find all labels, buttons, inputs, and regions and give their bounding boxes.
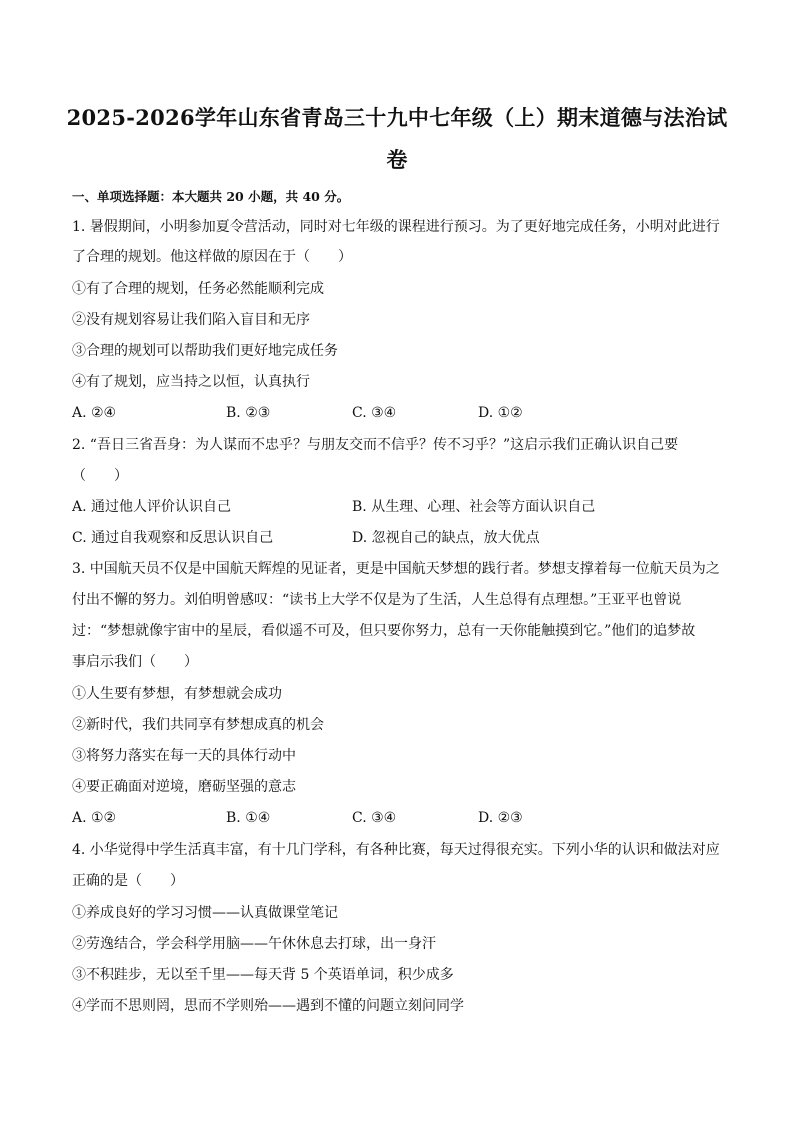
q1-item-1: ①有了合理的规划，任务必然能顺利完成 bbox=[72, 281, 324, 297]
q1-option-c: C. ③④ bbox=[352, 405, 397, 421]
q4-item-3: ③不积跬步，无以至千里——每天背 5 个英语单词，积少成多 bbox=[72, 967, 454, 983]
q1-item-4: ④有了规划，应当持之以恒，认真执行 bbox=[72, 374, 310, 390]
q3-stem-line-3: 过：“梦想就像宇宙中的星辰，看似遥不可及，但只要你努力，总有一天你能触摸到它。”他们的追梦故 bbox=[72, 623, 696, 639]
q1-stem-line-2: 了合理的规划。他这样做的原因在于（ ） bbox=[72, 249, 352, 265]
section-heading: 一、单项选择题：本大题共 20 小题，共 40 分。 bbox=[72, 189, 350, 204]
q1-option-a: A. ②④ bbox=[72, 405, 117, 421]
q4-item-2: ②劳逸结合，学会科学用脑——午休休息去打球，出一身汗 bbox=[72, 936, 436, 952]
q2-option-a: A. 通过他人评价认识自己 bbox=[72, 499, 232, 515]
q4-stem-line-1: 4. 小华觉得中学生活真丰富，有十几门学科，有各种比赛，每天过得很充实。下列小华的认识和做法对应 bbox=[72, 842, 720, 858]
q2-stem-line-1: 2. “吾日三省吾身：为人谋而不忠乎？与朋友交而不信乎？传不习乎？”这启示我们正确认识自己要 bbox=[72, 437, 679, 453]
q3-stem-line-4: 事启示我们（ ） bbox=[72, 654, 198, 670]
q2-stem-line-2: （ ） bbox=[72, 468, 128, 484]
q1-item-3: ③合理的规划可以帮助我们更好地完成任务 bbox=[72, 343, 338, 359]
q3-stem-line-1: 3. 中国航天员不仅是中国航天辉煌的见证者，更是中国航天梦想的践行者。梦想支撑着每一位航天员为之 bbox=[72, 561, 720, 577]
q1-item-2: ②没有规划容易让我们陷入盲目和无序 bbox=[72, 312, 310, 328]
q1-option-d: D. ①② bbox=[478, 405, 523, 421]
q3-item-3: ③将努力落实在每一天的具体行动中 bbox=[72, 748, 296, 764]
q2-option-c: C. 通过自我观察和反思认识自己 bbox=[72, 530, 274, 546]
q4-item-1: ①养成良好的学习习惯——认真做课堂笔记 bbox=[72, 905, 338, 921]
exam-title-line-1: 2025-2026学年山东省青岛三十九中七年级（上）期末道德与法治试 bbox=[66, 105, 728, 130]
q3-option-a: A. ①② bbox=[72, 810, 117, 826]
q2-option-d: D. 忽视自己的缺点，放大优点 bbox=[352, 530, 540, 546]
q1-stem-line-1: 1. 暑假期间，小明参加夏令营活动，同时对七年级的课程进行预习。为了更好地完成任务，小明对此进行 bbox=[72, 219, 720, 235]
q3-option-d: D. ②③ bbox=[478, 810, 523, 826]
q3-stem-line-2: 付出不懈的努力。刘伯明曾感叹：“读书上大学不仅是为了生活，人生总得有点理想。”王亚平也曾说 bbox=[72, 592, 682, 608]
q4-stem-line-2: 正确的是（ ） bbox=[72, 873, 184, 889]
q3-option-c: C. ③④ bbox=[352, 810, 397, 826]
q3-option-b: B. ①④ bbox=[226, 810, 271, 826]
q3-item-4: ④要正确面对逆境，磨砺坚强的意志 bbox=[72, 779, 296, 795]
q3-item-1: ①人生要有梦想，有梦想就会成功 bbox=[72, 686, 282, 702]
exam-title-line-2: 卷 bbox=[386, 147, 408, 172]
q2-option-b: B. 从生理、心理、社会等方面认识自己 bbox=[352, 499, 596, 515]
q3-item-2: ②新时代，我们共同享有梦想成真的机会 bbox=[72, 717, 324, 733]
q4-item-4: ④学而不思则罔，思而不学则殆——遇到不懂的问题立刻问同学 bbox=[72, 998, 464, 1014]
q1-option-b: B. ②③ bbox=[226, 405, 271, 421]
